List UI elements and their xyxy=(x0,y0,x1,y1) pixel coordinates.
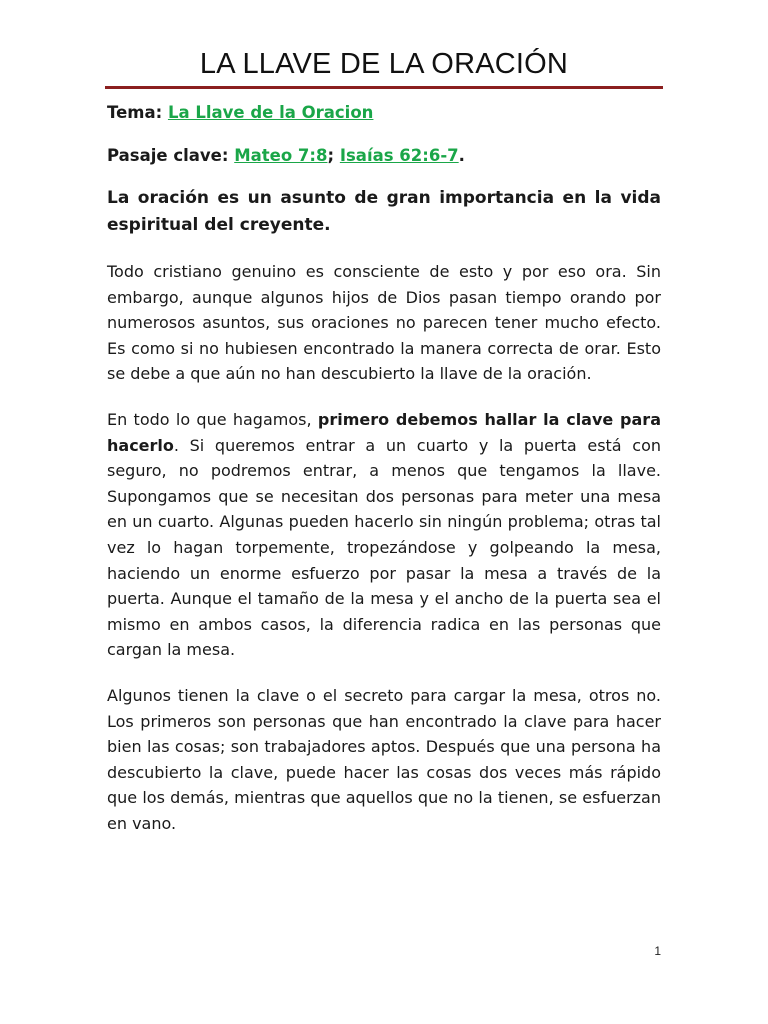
paragraph-2-start: En todo lo que hagamos, xyxy=(107,409,312,429)
title-block xyxy=(105,46,663,89)
paragraph-2-rest: . Si queremos entrar a un cuarto y la puerta está con seguro, no podremos entrar, a menos que tengamos la llave. Supongamos que se necesitan dos personas para meter una mesa en un cuarto. Algunas pueden hacerlo sin ningún problema; otras tal vez lo hagan torpemente, tropezándose y golpeando la mesa, haciendo un enorme esfuerzo por pasar la mesa a través de la puerta. Aunque el tamaño de la mesa y el ancho de la puerta sea el mismo en ambos casos, la diferencia radica en las personas que cargan la mesa. xyxy=(107,435,661,660)
document-body xyxy=(107,100,661,836)
tema-label: Tema: xyxy=(107,103,163,122)
tema-line xyxy=(107,100,661,125)
pasaje-line xyxy=(107,143,661,168)
paragraph-2-bold: primero debemos hallar la clave para hacerlo xyxy=(107,409,661,455)
paragraph-1: Todo cristiano genuino es consciente de esto y por eso ora. Sin embargo, aunque algunos hijos de Dios pasan tiempo orando por numerosos asuntos, sus oraciones no parecen tener mucho efecto. Es como si no hubiesen encontrado la manera correcta de orar. Esto se debe a que aún no han descubierto la llave de la oración. xyxy=(107,262,661,384)
pasaje-end: . xyxy=(458,146,465,165)
paragraph-2 xyxy=(107,407,661,663)
document-title: LA LLAVE DE LA ORACIÓN xyxy=(199,48,569,80)
pasaje-link-mateo[interactable]: Mateo 7:8 xyxy=(234,146,328,165)
title-underline xyxy=(105,86,663,89)
page-number: 1 xyxy=(654,944,661,958)
paragraph-3: Algunos tienen la clave o el secreto para cargar la mesa, otros no. Los primeros son personas que han encontrado la clave para hacer bien las cosas; son trabajadores aptos. Después que una persona ha descubierto la clave, puede hacer las cosas dos veces más rápido que los demás, mientras que aquellos que no la tienen, se esfuerzan en vano. xyxy=(107,685,661,833)
lead-paragraph: La oración es un asunto de gran importancia en la vida espiritual del creyente. xyxy=(107,188,661,235)
pasaje-separator: ; xyxy=(327,146,335,165)
pasaje-label: Pasaje clave: xyxy=(107,146,229,165)
pasaje-link-isaias[interactable]: Isaías 62:6-7 xyxy=(339,146,459,165)
tema-link[interactable]: La Llave de la Oracion xyxy=(167,103,374,122)
